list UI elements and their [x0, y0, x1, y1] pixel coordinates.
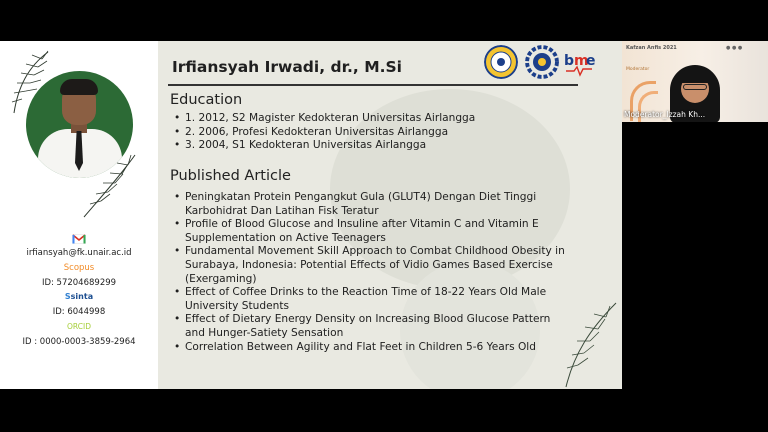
- video-background-role: Moderator: [626, 67, 650, 72]
- list-item: • Fundamental Movement Skill Approach to Combat Childhood Obesity in Surabaya, Indonesia: Potential Effects of Vidio Games Based Exercise (Exergaming): [174, 245, 565, 285]
- title-divider: [168, 84, 578, 86]
- profile-panel: [0, 41, 158, 389]
- orcid-logo: ORCID: [67, 322, 91, 331]
- list-item: • Correlation Between Agility and Flat Feet in Children 5-6 Years Old: [174, 340, 536, 353]
- articles-list: [174, 191, 569, 354]
- education-list: [174, 112, 574, 153]
- sinta-id-text: ID: 6044998: [52, 307, 106, 317]
- list-item: • Effect of Coffee Drinks to the Reaction Time of 18-22 Years Old Male University Students: [174, 286, 547, 312]
- sinta-logo: Ssinta: [64, 292, 94, 301]
- list-item: • Effect of Dietary Energy Density on Increasing Blood Glucose Pattern and Hunger-Satiety Sensation: [174, 313, 551, 339]
- svg-text:m: m: [574, 53, 589, 69]
- articles-heading: Published Article: [170, 168, 291, 184]
- list-item: • 2. 2006, Profesi Kedokteran Universitas Airlangga: [174, 125, 449, 138]
- svg-text:b: b: [564, 53, 575, 69]
- svg-text:e: e: [586, 53, 596, 69]
- scopus-logo: Scopus: [63, 263, 95, 273]
- education-heading: Education: [170, 92, 243, 108]
- list-item: • 1. 2012, S2 Magister Kedokteran Universitas Airlangga: [174, 112, 476, 124]
- leaf-decoration-icon: [560, 299, 620, 389]
- bme-logo: [562, 45, 596, 79]
- participant-video-tile[interactable]: Kafzan Anfis 2021 Moderator ● ● ●: [622, 41, 768, 122]
- orcid-id-text: ID : 0000-0003-3859-2964: [22, 337, 136, 347]
- university-seal-logo: [484, 45, 518, 79]
- list-item: • Profile of Blood Glucose and Insuline after Vitamin C and Vitamin E Supplementation on Active Teenagers: [174, 218, 539, 244]
- speaker-name: Irfiansyah Irwadi, dr., M.Si: [172, 58, 402, 76]
- scopus-id-text: ID: 57204689299: [41, 278, 117, 288]
- leaf-decoration-icon: [80, 151, 140, 221]
- list-item: • 3. 2004, S1 Kedokteran Universitas Airlangga: [174, 139, 427, 152]
- email-text: irfiansyah@fk.unair.ac.id: [26, 248, 132, 258]
- video-background-title: Kafzan Anfis 2021: [626, 45, 677, 51]
- institute-gear-logo: [525, 45, 559, 79]
- gmail-icon: [0, 234, 158, 246]
- list-item: • Peningkatan Protein Pengangkut Gula (GLUT4) Dengan Diet Tinggi Karbohidrat Dan Latihan Fisk Teratur: [174, 191, 537, 217]
- participant-name-label: Moderator_Izzah Kh...: [624, 110, 706, 119]
